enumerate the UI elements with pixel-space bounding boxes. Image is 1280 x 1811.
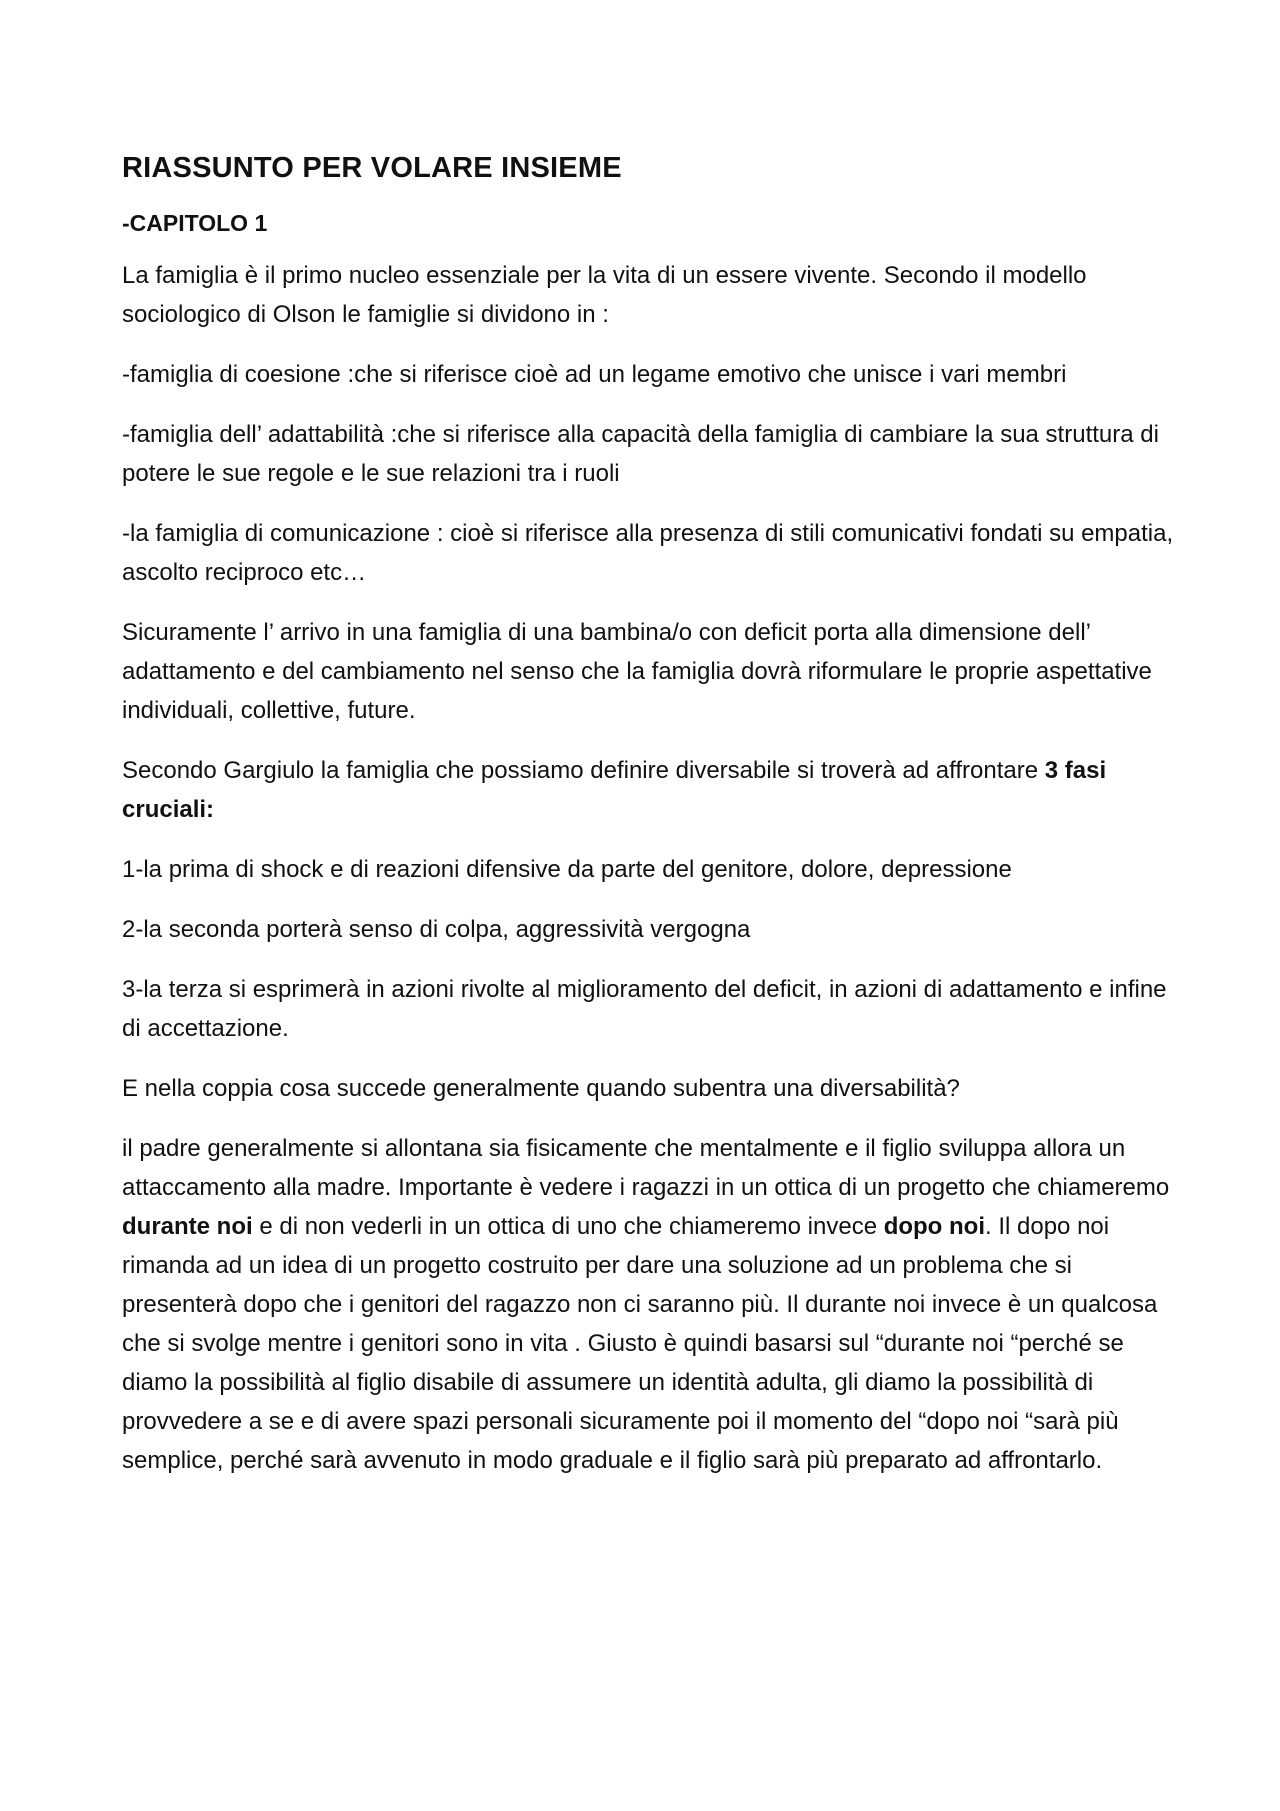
chapter-heading: -CAPITOLO 1 <box>122 210 268 236</box>
paragraph-durante-noi <box>122 1129 1182 1480</box>
paragraph-fase-3: 3-la terza si esprimerà in azioni rivolte al miglioramento del deficit, in azioni di adattamento e infine di accettazione. <box>122 976 1167 1042</box>
document-title: RIASSUNTO PER VOLARE INSIEME <box>122 152 622 184</box>
paragraph-durante-noi-text-b: e di non vederli in un ottica di uno che chiameremo invece <box>252 1213 884 1240</box>
paragraph-adattabilita: -famiglia dell’ adattabilità :che si riferisce alla capacità della famiglia di cambiare la sua struttura di potere le sue regole e le sue relazioni tra i ruoli <box>122 421 1159 487</box>
paragraph-durante-noi-text-c: . Il dopo noi rimanda ad un idea di un progetto costruito per dare una soluzione ad un problema che si presenterà dopo che i genitori del ragazzo non ci saranno più. Il durante noi invece è un qualcosa che si svolge mentre i genitori sono in vita . Giusto è quindi basarsi sul “durante noi “perché se diamo la possibilità al figlio disabile di assumere un identità adulta, gli diamo la possibilità di provvedere a se e di avere spazi personali sicuramente poi il momento del “dopo noi “sarà più semplice, perché sarà avvenuto in modo graduale e il figlio sarà più preparato ad affrontarlo. <box>122 1213 1158 1474</box>
paragraph-intro: La famiglia è il primo nucleo essenziale per la vita di un essere vivente. Secondo il modello sociologico di Olson le famiglie si dividono in : <box>122 262 1087 328</box>
paragraph-fase-1: 1-la prima di shock e di reazioni difensive da parte del genitore, dolore, depressione <box>122 856 1012 883</box>
paragraph-durante-noi-text-a: il padre generalmente si allontana sia fisicamente che mentalmente e il figlio sviluppa allora un attaccamento alla madre. Importante è vedere i ragazzi in un ottica di un progetto che chiameremo <box>122 1135 1170 1201</box>
paragraph-gargiulo-text: Secondo Gargiulo la famiglia che possiamo definire diversabile si troverà ad affrontare <box>122 757 1045 784</box>
paragraph-arrivo: Sicuramente l’ arrivo in una famiglia di una bambina/o con deficit porta alla dimensione dell’ adattamento e del cambiamento nel senso che la famiglia dovrà riformulare le proprie aspettative individuali, collettive, future. <box>122 619 1152 724</box>
bold-durante-noi: durante noi <box>122 1213 253 1240</box>
paragraph-comunicazione: -la famiglia di comunicazione : cioè si riferisce alla presenza di stili comunicativi fondati su empatia, ascolto reciproco etc… <box>122 520 1174 586</box>
bold-dopo-noi: dopo noi <box>883 1213 985 1240</box>
document-body <box>122 150 1182 1501</box>
paragraph-fase-2: 2-la seconda porterà senso di colpa, aggressività vergogna <box>122 916 751 943</box>
paragraph-gargiulo-bold: 3 fasi cruciali: <box>122 757 1107 823</box>
paragraph-coesione: -famiglia di coesione :che si riferisce cioè ad un legame emotivo che unisce i vari membri <box>122 361 1067 388</box>
paragraph-gargiulo <box>122 751 1182 829</box>
paragraph-coppia-question: E nella coppia cosa succede generalmente quando subentra una diversabilità? <box>122 1075 960 1102</box>
